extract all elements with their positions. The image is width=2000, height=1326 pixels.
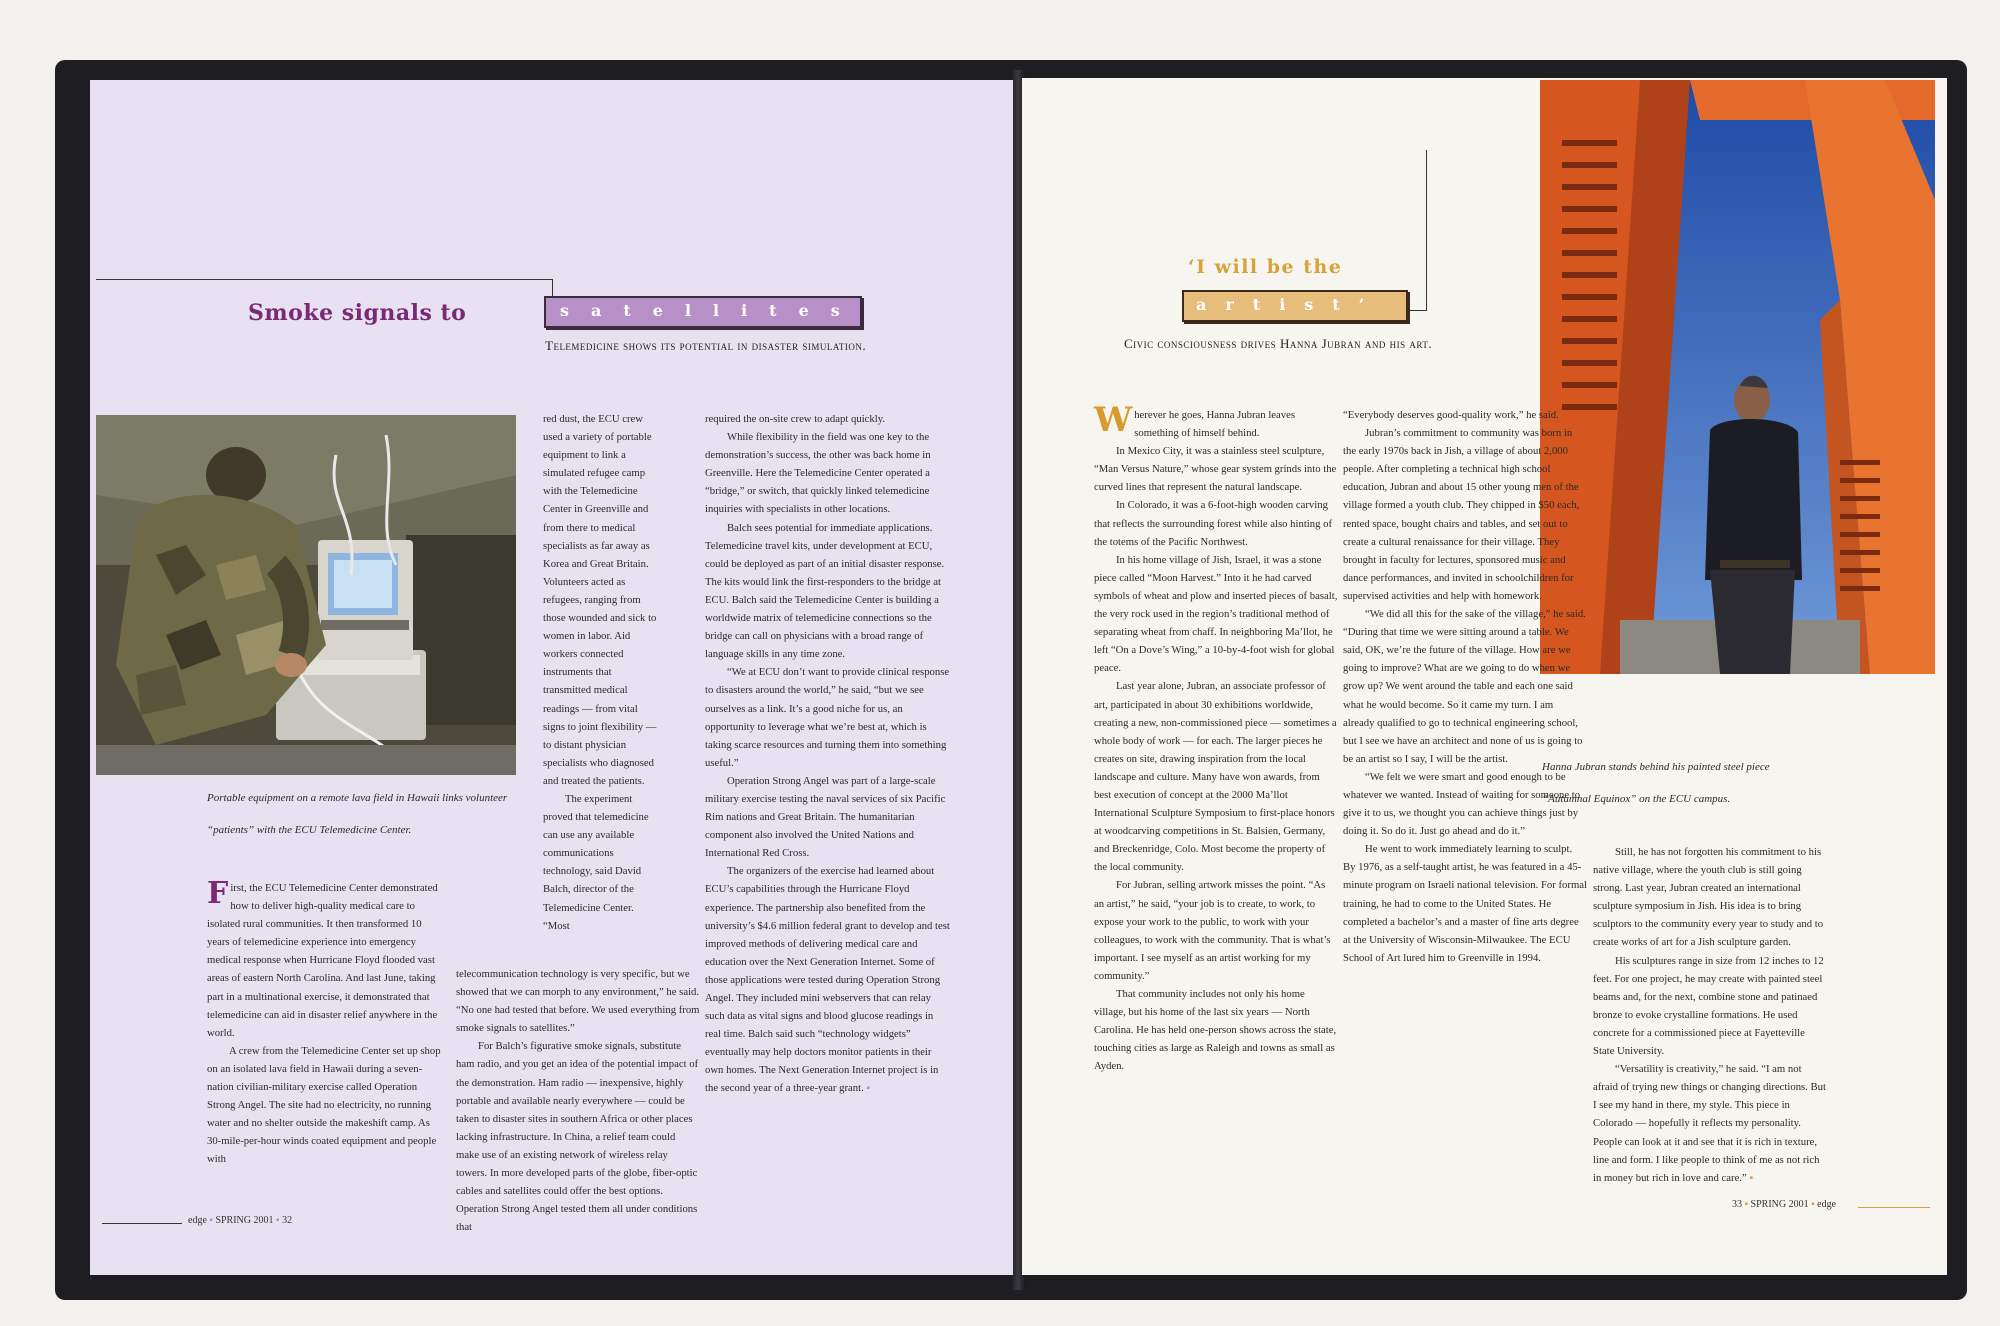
left-photo-caption-line-2: “patients” with the ECU Telemedicine Center.	[207, 824, 412, 836]
left-page	[90, 80, 1013, 1275]
right-col1-para-1	[1094, 400, 1338, 442]
right-col1-para-1-text: herever he goes, Hanna Jubran leaves something of himself behind.	[1134, 409, 1296, 440]
telemedicine-photo	[96, 415, 516, 775]
right-photo-caption-line-2: “Autumnal Equinox” on the ECU campus.	[1542, 793, 1731, 805]
left-footer	[188, 1215, 292, 1226]
article-title-line-1: ‘I will be the	[1188, 256, 1343, 278]
right-footer-issue: SPRING 2001	[1750, 1199, 1809, 1210]
right-col3-para-3-text: “Versatility is creativity,” he said. “I am not afraid of trying new things or changing directions. But I see my hand in there, my style. This piece in Colorado — hopefully it reflects my personality. People can look at it and see that it is rich in texture, line and form. I like people to think of me as not rich in money but rich in love and care.”	[1593, 1063, 1826, 1184]
left-footer-issue: SPRING 2001	[215, 1215, 274, 1226]
right-col1-para-6: For Jubran, selling artwork misses the point. “As an artist,” he said, “your job is to create, to work, to expose your work to the public, to work with your colleagues, to work with the community. That is what’s important. I see myself as an artist working for my community.”	[1094, 879, 1331, 982]
right-footer-magazine: edge	[1817, 1199, 1837, 1210]
right-footer-page-number: 33	[1732, 1199, 1742, 1210]
right-footer-sep-1: ▪	[1744, 1199, 1749, 1210]
right-col1-para-2: In Mexico City, it was a stainless steel sculpture, “Man Versus Nature,” whose gear system grinds into the curved lines that represent the natural landscape.	[1094, 445, 1337, 494]
right-col2-para-4: “We felt we were smart and good enough to be whatever we wanted. Instead of waiting for someone to give it to us, we thought you can achieve things just by doing it. So do it. Just go ahead and do it.”	[1343, 770, 1581, 838]
right-photo-caption-line-1: Hanna Jubran stands behind his painted steel piece	[1542, 761, 1770, 773]
article-title-lead: Smoke signals to	[248, 300, 467, 326]
article-deck: Telemedicine shows its potential in disaster simulation.	[545, 338, 867, 353]
right-column-3	[1593, 843, 1828, 1187]
left-footer-sep-1: ▪	[209, 1215, 213, 1226]
left-col3-para-6-text: The organizers of the exercise had learned about ECU’s capabilities through the Hurricane Floyd experience. The partnership also benefited from the university’s $4.6 million federal grant to develop and test improved methods of delivering medical care and education over the Next Generation Internet. Some of those applications were tested during Operation Strong Angel. They included mini webservers that can relay such data as vital signs and blood glucose readings in real time. Balch said such “technology widgets” eventually may help doctors monitor patients in their own homes. The Next Generation Internet project is in the second year of a three-year grant.	[705, 865, 950, 1095]
title-box-right-text: artist’	[1196, 295, 1384, 314]
right-column-1	[1094, 400, 1338, 1075]
right-col2-para-5: He went to work immediately learning to sculpt. By 1976, as a self-taught artist, he was featured in a 45-minute program on Israeli national television. For formal training, he had to come to the United States. He completed a bachelor’s and a master of fine arts degree at the University of Wisconsin-Milwaukee. The ECU School of Art lured him to Greenville in 1994.	[1343, 843, 1587, 964]
right-col1-para-7: That community includes not only his home village, but his home of the last six years — North Carolina. He has held one-person shows across the state, touching cities as large as Raleigh and towns as small as Ayden.	[1094, 988, 1337, 1073]
left-col2-para-2: The experiment proved that telemedicine can use any available communications technology, said David Balch, director of the Telemedicine Center. “Most	[543, 792, 649, 932]
left-col1-para-1	[207, 876, 441, 1042]
right-col1-para-4: In his home village of Jish, Israel, it was a stone piece called “Moon Harvest.” Into it he had carved symbols of wheat and plow and inserted pieces of basalt, the very rock used in the region’s traditional method of separating wheat from chaff. In neighboring Ma’llot, he left “On a Dove’s Wing,” a 10-by-4-foot wish for global peace.	[1094, 553, 1338, 675]
title-box-text: satellites	[560, 301, 862, 320]
left-col3-para-4: “We at ECU don’t want to provide clinical response to disasters around the world,” he said, “but we see ourselves as a link. It’s a good niche for us, an opportunity to leverage what we’re best at, which is taking scarce resources and turning them into something useful.”	[705, 666, 950, 769]
left-col2-para-3: telecommunication technology is very specific, but we showed that we can morph to any environment,” he said. “No one had tested that before. We used everything from smoke signals to satellites.”	[456, 968, 700, 1035]
left-col1-para-2: A crew from the Telemedicine Center set up shop on an isolated lava field in Hawaii during a seven-nation civilian-military exercise called Operation Strong Angel. The site had no electricity, no running water and no shelter outside the makeshift camp. As 30-mile-per-hour winds coated equipment and people with	[207, 1044, 441, 1166]
right-col1-para-5: Last year alone, Jubran, an associate professor of art, participated in about 30 exhibitions worldwide, creating a new, non-commissioned piece — sometimes a whole body of work — for each. The larger pieces he creates on site, drawing inspiration from the local landscape and culture. Many have won awards, from best execution of concept at the 2000 Ma’llot International Sculpture Symposium to first-place honors at woodcarving competitions in St. Balsien, Germany, and Breckenridge, Colo. Most become the property of the local community.	[1094, 680, 1337, 874]
left-col2-para-1: red dust, the ECU crew used a variety of portable equipment to link a simulated refugee camp with the Telemedicine Center in Greenville and from there to medical specialists as far away as Korea and Great Britain. Volunteers acted as refugees, ranging from those wounded and sick to women in labor. Aid workers connected instruments that transmitted medical readings — from vital signs to joint flexibility — to distant physician specialists who diagnosed and treated the patients.	[543, 413, 657, 787]
left-col2-para-4: For Balch’s figurative smoke signals, substitute ham radio, and you get an idea of the potential impact of the demonstration. Ham radio — inexpensive, highly portable and available nearly everywhere — could be taken to disaster sites in southern Africa or other places lacking infrastructure. In China, a relief team could make use of an existing network of wireless relay towers. In more developed parts of the globe, fiber-optic cables and satellites could offer the best options. Operation Strong Angel tested them all under conditions that	[456, 1040, 699, 1234]
left-col3-para-5: Operation Strong Angel was part of a large-scale military exercise testing the naval services of six Pacific Rim nations and Great Britain. The humanitarian component also involved the United Nations and International Red Cross.	[705, 774, 946, 860]
left-col3-para-3: Balch sees potential for immediate applications. Telemedicine travel kits, under development at ECU, could be deployed as part of an initial disaster response. The kits would link the first-responders to the bridge at ECU. Balch said the Telemedicine Center is building a worldwide matrix of telemedicine connections so the bridge can call on physicians with a broad range of language skills in any time zone.	[705, 521, 945, 661]
right-footer-sep-2: ▪	[1811, 1199, 1815, 1210]
left-col3-para-2: While flexibility in the field was one key to the demonstration’s success, the other was back home in Greenville. Here the Telemedicine Center operated a “bridge,” or switch, that quickly linked telemedicine inquiries with specialists in other locations.	[705, 431, 931, 516]
right-col2-para-1: “Everybody deserves good-quality work,” he said.	[1343, 409, 1559, 421]
end-mark-right: ▪	[1749, 1171, 1754, 1184]
right-footer-rule	[1858, 1207, 1930, 1208]
left-column-2-top	[543, 410, 661, 935]
right-col3-para-2: His sculptures range in size from 12 inches to 12 feet. For one project, he may create with painted steel beams and, for the next, combine stone and patinaed bronze to evoke crystalline formations. He used concrete for a commissioned piece at Fayetteville State University.	[1593, 954, 1824, 1058]
right-col3-para-1: Still, he has not forgotten his commitment to his native village, where the youth club is still going strong. Last year, Jubran created an international sculpture symposium in Jish. His idea is to bring sculptors to the community every year to study and to create works of art for a Jish sculpture garden.	[1593, 846, 1824, 949]
title-rule-right-vertical	[1426, 150, 1427, 310]
left-col3-para-1: required the on-site crew to adapt quickly.	[705, 413, 886, 425]
right-column-2	[1343, 406, 1587, 967]
end-mark-left: ▪	[866, 1082, 871, 1095]
left-column-2-bottom	[456, 965, 700, 1236]
left-footer-rule	[102, 1223, 182, 1224]
left-footer-page-number: 32	[282, 1215, 293, 1226]
left-column-1	[207, 876, 441, 1169]
right-col3-para-3	[1593, 1060, 1828, 1187]
telemedicine-photo-art	[96, 415, 516, 775]
sculpture-photo-art	[1540, 80, 1935, 674]
title-rule	[96, 279, 552, 280]
right-col1-para-3: In Colorado, it was a 6-foot-high wooden carving that reflects the surrounding forest while also hinting of the totems of the Pacific Northwest.	[1094, 499, 1333, 548]
left-footer-magazine: edge	[188, 1215, 207, 1226]
right-col2-para-2: Jubran’s commitment to community was born in the early 1970s back in Jish, a village of about 2,000 people. After completing a technical high school education, Jubran and about 15 other young men of the village formed a youth club. They chipped in $50 each, rented space, bought chairs and tables, and set out to create a cultural renaissance for their village. They brought in faculty for lectures, sponsored music and dance performances, and invited in schoolchildren for supervised activities and help with homework.	[1343, 427, 1580, 602]
title-rule-right-horizontal	[1408, 310, 1427, 311]
left-col1-para-1-text: irst, the ECU Telemedicine Center demonstrated how to deliver high-quality medical care to isolated rural communities. It then transformed 10 years of telemedicine experience into emergency medical response when Hurricane Floyd flooded vast areas of eastern North Carolina. And last June, taking part in a multinational exercise, it demonstrated that telemedicine can aid in disaster relief anywhere in the world.	[207, 882, 438, 1039]
right-page	[1022, 78, 1947, 1275]
sculpture-photo	[1540, 80, 1935, 674]
dropcap-w: W	[1094, 400, 1133, 440]
left-photo-caption	[207, 782, 527, 846]
left-column-3	[705, 410, 951, 1098]
left-col3-para-6	[705, 862, 951, 1097]
right-col2-para-3: “We did all this for the sake of the village,” he said. “During that time we were sitting around a table. We said, OK, we’re the future of the village. How are we going to improve? What are we going to do when we grow up? We went around the table and each one said what he would become. So it came my turn. I am already qualified to go to technical engineering school, but I see we have an architect and none of us is going to be an artist so I say, I will be the artist.	[1343, 608, 1586, 765]
left-photo-caption-line-1: Portable equipment on a remote lava field in Hawaii links volunteer	[207, 792, 508, 804]
right-article-deck: Civic consciousness drives Hanna Jubran and his art.	[1124, 336, 1433, 351]
dropcap-f: F	[207, 876, 229, 911]
right-footer	[1732, 1199, 1836, 1210]
left-footer-sep-2: ▪	[276, 1215, 280, 1226]
